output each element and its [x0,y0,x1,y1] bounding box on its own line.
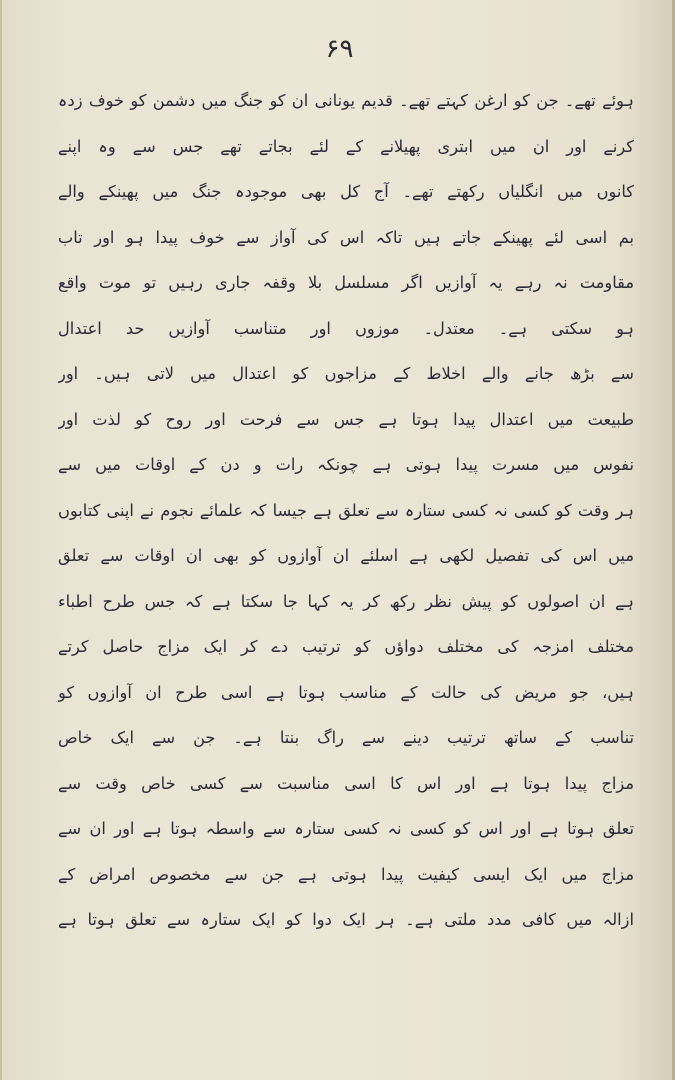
text-line: نفوس میں مسرت پیدا ہوتی ہے چونکہ رات و دن کے اوقات میں سے [58,455,634,474]
urdu-body-text [58,78,634,943]
text-line: سے بڑھ جانے والے اخلاط کے مزاجوں کو اعتدال میں لاتی ہیں۔ اور [58,364,634,383]
text-line: ہر وقت کو کسی نہ کسی ستارہ سے تعلق ہے جیسا کہ علمائے نجوم نے اپنی کتابوں [58,500,634,520]
text-line: مختلف امزجہ کی مختلف دواؤں کو ترتیب دے کر ایک مزاج حاصل کرتے [58,637,634,656]
text-line: بم اسی لئے پھینکے جاتے ہیں تاکہ اس کی آواز سے خوف پیدا ہو اور تاب [58,227,634,247]
text-line: ہو سکتی ہے۔ معتدل۔ موزوں اور متناسب آوازیں حد اعتدال [58,318,634,338]
text-line: تناسب کے ساتھ ترتیب دینے سے راگ بنتا ہے۔ جن سے ایک خاص [58,728,634,747]
text-line: کرنے اور ان میں ابتری پھیلانے کے لئے بجاتے تھے جس سے وہ اپنے [58,136,634,156]
text-line: مزاج میں ایک ایسی کیفیت پیدا ہوتی ہے جن سے مخصوص امراض کے [58,864,634,884]
text-line: طبیعت میں اعتدال پیدا ہوتا ہے جس سے فرحت اور روح کو لذت اور [58,409,634,429]
text-line: ہے ان اصولوں کو پیش نظر رکھ کر یہ کہا جا سکتا ہے کہ جس طرح اطباء [58,591,634,611]
text-line: میں اس کی تفصیل لکھی ہے اسلئے ان آوازوں کو بھی ان اوقات سے تعلق [58,546,634,565]
text-line: ازالہ میں کافی مدد ملتی ہے۔ ہر ایک دوا کو ایک ستارہ سے تعلق ہوتا ہے [58,910,634,929]
text-line: مزاج پیدا ہوتا ہے اور اس کا اسی مناسبت سے کسی خاص وقت سے [58,773,634,793]
text-line: ہیں، جو مریض کی حالت کے مناسب ہوتا ہے اسی طرح ان آوازوں کو [58,682,634,702]
page-number: ۶۹ [325,34,354,64]
text-line: ہوئے تھے۔ جن کو ارغن کہتے تھے۔ قدیم یونانی ان کو جنگ میں دشمن کو خوف زدہ [58,91,634,110]
text-line: کانوں میں انگلیاں رکھتے تھے۔ آج کل بھی موجودہ جنگ میں پھینکے والے [58,182,634,201]
text-line: مقاومت نہ رہے یہ آوازیں اگر مسلسل بلا وقفہ جاری رہیں تو موت واقع [58,273,634,292]
text-line: تعلق ہوتا ہے اور اس کو کسی نہ کسی ستارہ سے واسطہ ہوتا ہے اور ان سے [58,819,634,838]
